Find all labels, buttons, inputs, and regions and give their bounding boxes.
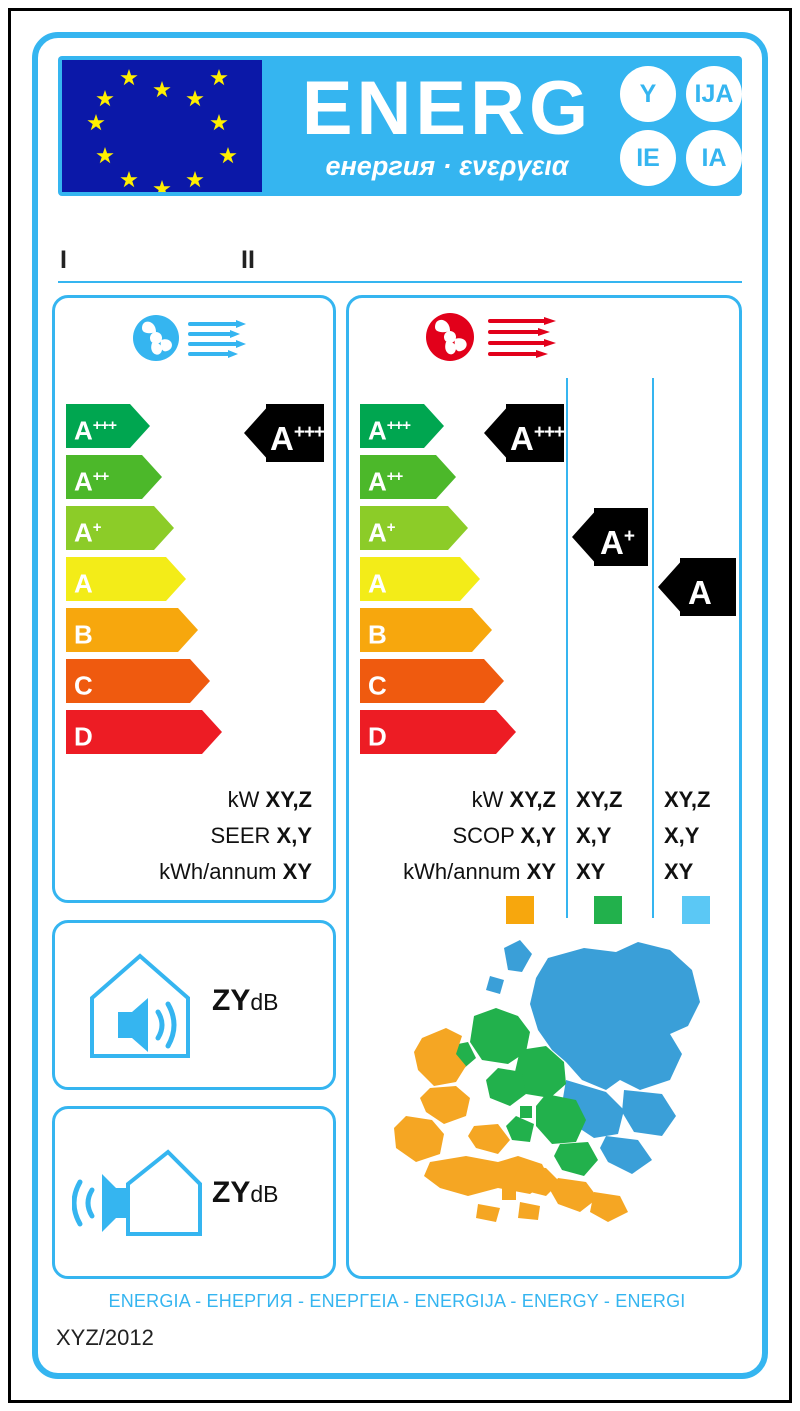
cooling-row-seer xyxy=(60,818,312,854)
heating-scop-label: SCOP xyxy=(452,823,515,848)
cooling-row-kw xyxy=(60,782,312,818)
section-marker-cooling: I xyxy=(60,246,67,274)
heating-kwh-label: kWh/annum xyxy=(403,859,521,884)
label-header xyxy=(58,56,742,196)
footer-languages: ENERGIA - ΕΗΕΡΓИЯ - ΕΝΕΡΓΕΙΑ - ENERGIJA - ENERGY - ENERGI xyxy=(108,1291,686,1311)
cooling-kwh-value: XY xyxy=(282,859,312,884)
noise-indoor-unit: dB xyxy=(250,989,279,1015)
cooling-kwh-label: kWh/annum xyxy=(159,859,277,884)
heating-scop-value-2: X,Y xyxy=(576,823,612,848)
heating-kw-label: kW xyxy=(471,787,504,812)
grade-label: A xyxy=(74,568,93,599)
season-swatch-average xyxy=(594,896,622,924)
fan-airflow-cool-icon xyxy=(128,312,248,369)
energ-subtitle: енергия · ενεργεια xyxy=(325,151,569,181)
heating-kwh-value-1: XY xyxy=(526,859,556,884)
heating-values-col3 xyxy=(664,782,738,890)
cooling-seer-label: SEER xyxy=(210,823,271,848)
heating-kwh-value-3: XY xyxy=(664,859,694,884)
grade-sup: ++ xyxy=(386,468,403,485)
grade-label: A xyxy=(368,517,387,548)
grade-label: A xyxy=(74,466,93,497)
cooling-row-kwh xyxy=(60,854,312,890)
grade-label: A xyxy=(368,466,387,497)
cooling-values xyxy=(60,782,312,890)
heating-rating-sup: + xyxy=(623,526,634,547)
grade-sup: + xyxy=(386,519,395,536)
header-divider xyxy=(58,281,742,283)
grade-label: B xyxy=(368,619,387,650)
header-circle-ia: IA xyxy=(686,130,742,186)
heating-scop-value-1: X,Y xyxy=(520,823,556,848)
grade-label: A xyxy=(74,517,93,548)
cooling-rating-label: A xyxy=(270,420,294,457)
cooling-seer-value: X,Y xyxy=(276,823,312,848)
heating-rating-label: A xyxy=(600,524,624,561)
noise-indoor-number: ZY xyxy=(212,984,251,1017)
cooling-rating-pointer xyxy=(244,404,324,462)
heating-rating-label: A xyxy=(510,420,534,457)
grade-label: C xyxy=(368,670,387,701)
eu-stars-icon xyxy=(62,60,262,192)
heating-row-kwh xyxy=(352,854,556,890)
grade-sup: ++ xyxy=(92,468,109,485)
heating-values-col1 xyxy=(352,782,556,890)
grade-sup: +++ xyxy=(386,417,411,434)
noise-outdoor-unit: dB xyxy=(250,1181,279,1207)
energ-wordmark: ENERG xyxy=(301,66,593,151)
heating-rating-label: A xyxy=(688,574,712,611)
noise-outdoor-number: ZY xyxy=(212,1176,251,1209)
section-marker-heating: II xyxy=(241,246,255,274)
heating-scop-value-3: X,Y xyxy=(664,823,700,848)
heating-kw-value-1: XY,Z xyxy=(509,787,556,812)
season-swatch-warmer xyxy=(506,896,534,924)
cooling-rating-sup: +++ xyxy=(293,422,325,443)
heating-row-scop xyxy=(352,818,556,854)
noise-outdoor-value xyxy=(212,1176,278,1210)
heating-column-divider-1 xyxy=(566,378,568,918)
header-circle-ie: IE xyxy=(620,130,676,186)
europe-climate-map xyxy=(370,930,720,1260)
heating-values-col2 xyxy=(576,782,650,890)
footer-regulation: XYZ/2012 xyxy=(56,1325,154,1350)
grade-label: A xyxy=(368,415,387,446)
grade-label: A xyxy=(368,568,387,599)
header-circle-ija: IJA xyxy=(686,66,742,122)
heating-rating-pointer-colder xyxy=(658,558,736,616)
house-speaker-indoor-icon xyxy=(82,946,202,1069)
grade-label: A xyxy=(74,415,93,446)
noise-indoor-value xyxy=(212,984,278,1018)
cooling-kw-label: kW xyxy=(227,787,260,812)
heating-rating-pointer-warmer xyxy=(484,404,564,462)
house-speaker-outdoor-icon xyxy=(72,1140,202,1247)
fan-airflow-heat-icon xyxy=(420,310,560,369)
grade-label: B xyxy=(74,619,93,650)
header-circle-y: Y xyxy=(620,66,676,122)
heating-column-divider-2 xyxy=(652,378,654,918)
grade-sup: +++ xyxy=(92,417,117,434)
heating-row-kw xyxy=(352,782,556,818)
grade-label: D xyxy=(368,721,387,752)
heating-rating-pointer-average xyxy=(572,508,648,566)
heating-kw-value-3: XY,Z xyxy=(664,787,711,812)
heating-rating-sup: +++ xyxy=(533,422,565,443)
grade-label: D xyxy=(74,721,93,752)
season-swatch-colder xyxy=(682,896,710,924)
heating-kwh-value-2: XY xyxy=(576,859,606,884)
heating-kw-value-2: XY,Z xyxy=(576,787,623,812)
eu-flag-icon xyxy=(62,60,262,192)
grade-label: C xyxy=(74,670,93,701)
cooling-kw-value: XY,Z xyxy=(265,787,312,812)
grade-sup: + xyxy=(92,519,101,536)
